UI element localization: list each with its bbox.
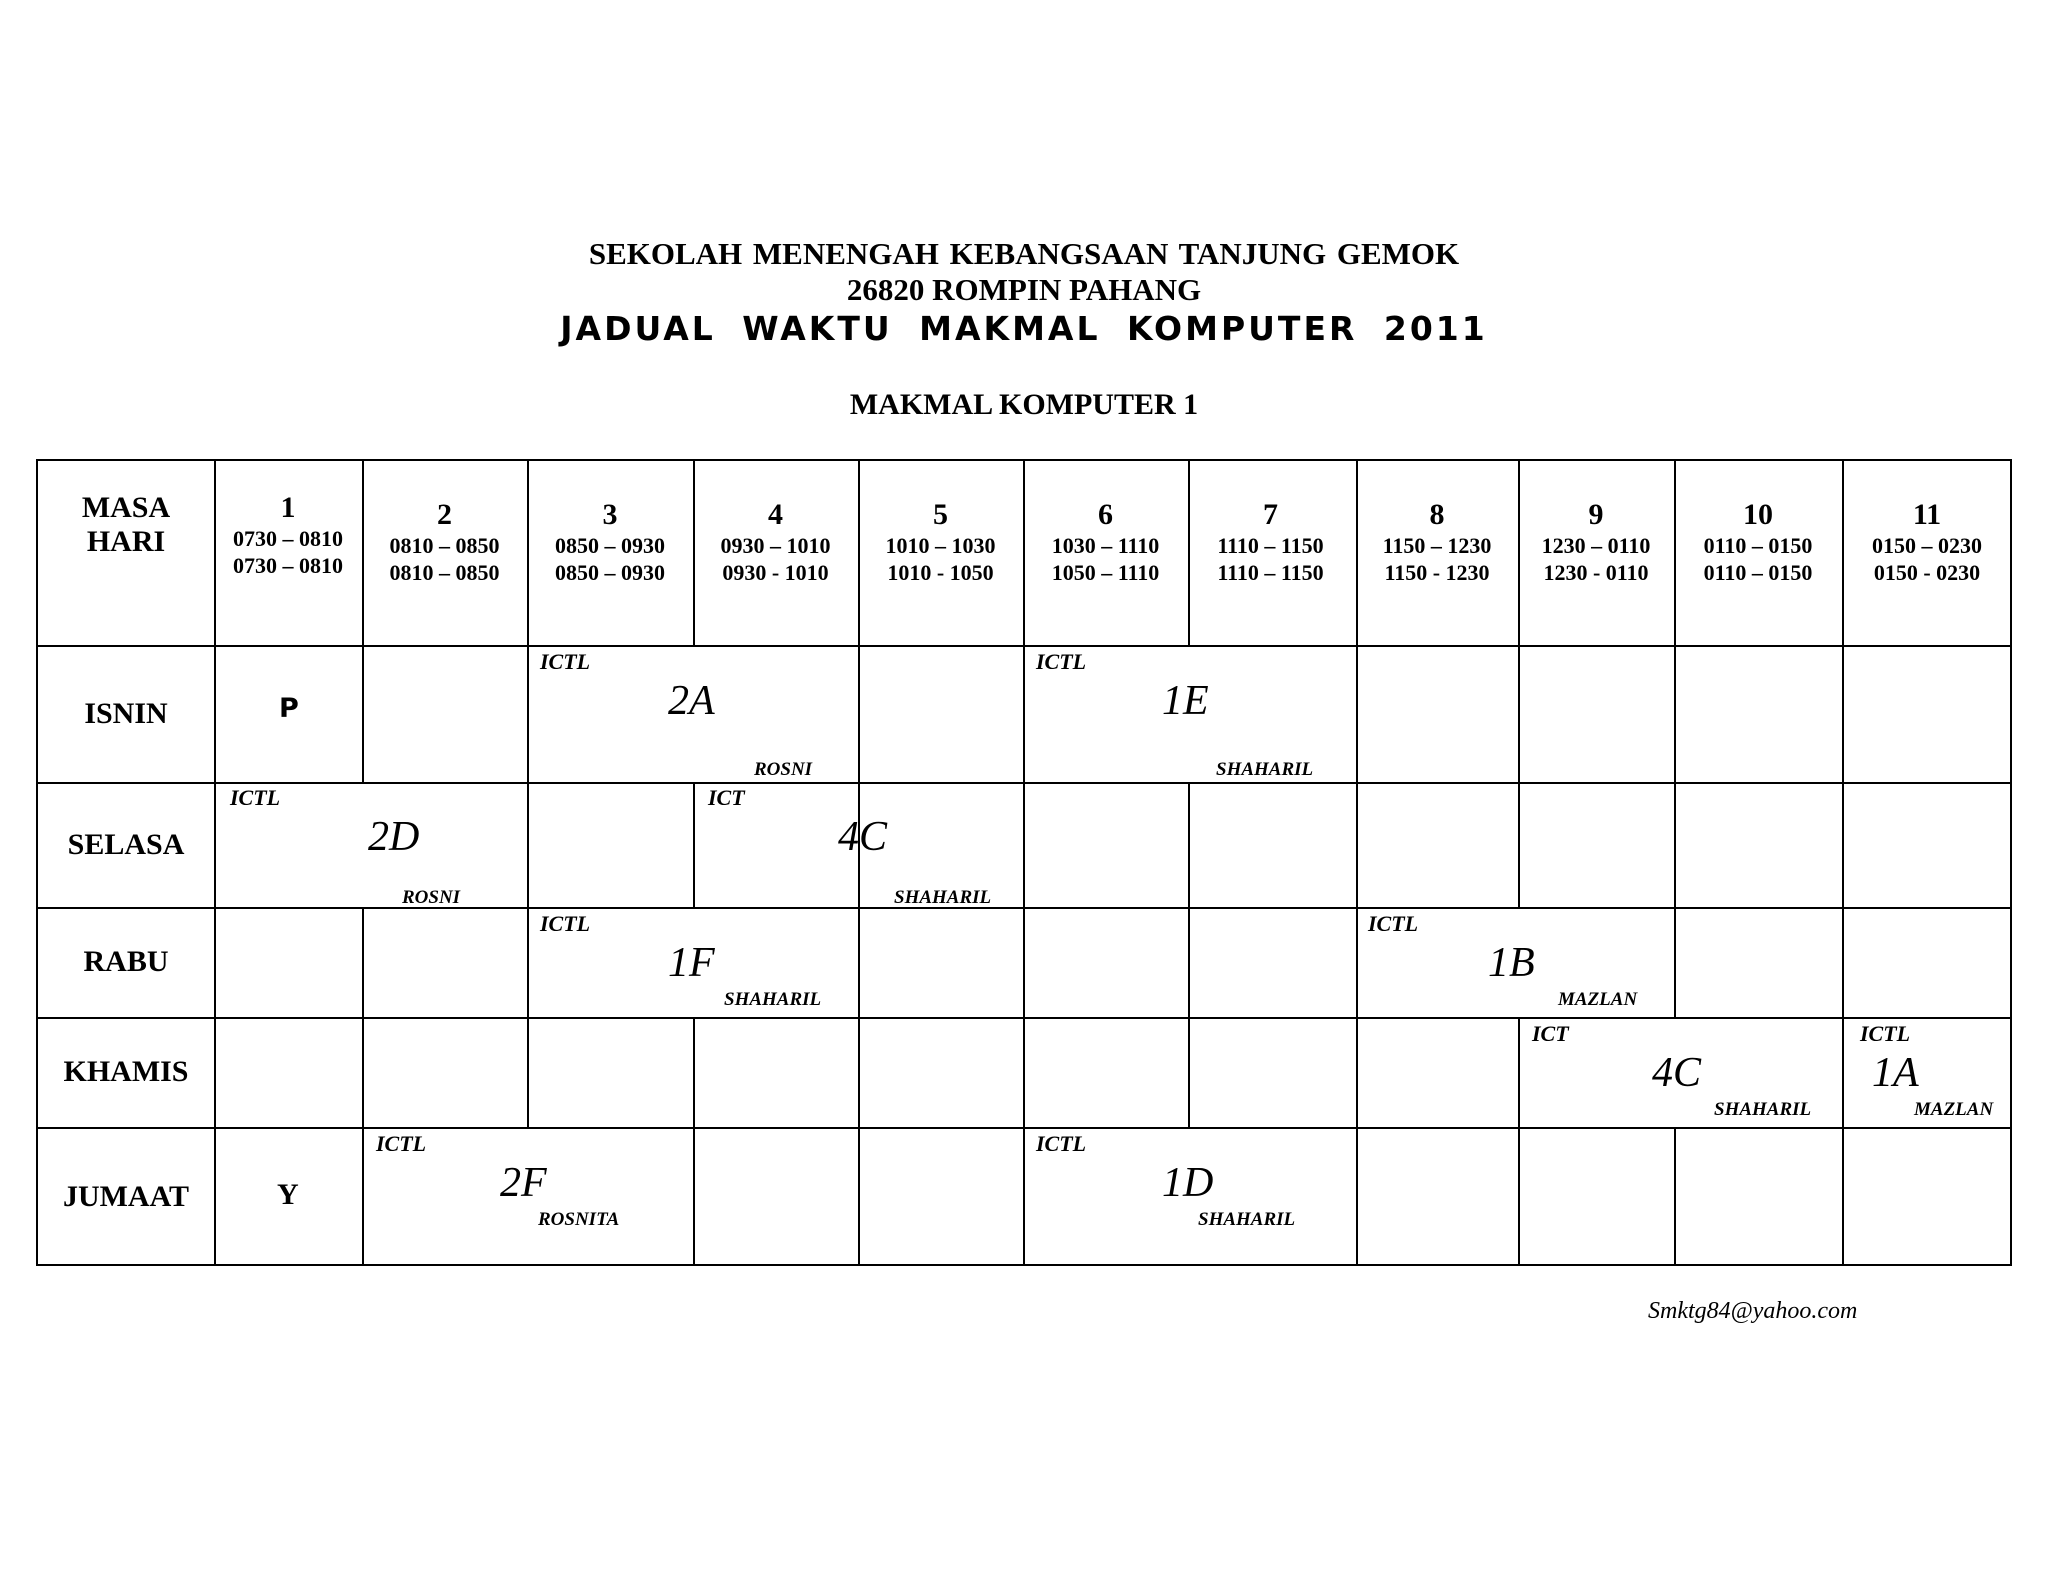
session-subject: ICTL: [376, 1131, 427, 1156]
day-selasa: SELASA: [67, 827, 185, 861]
period-header-7: [1188, 498, 1353, 586]
corner-header: [38, 491, 214, 559]
session-teacher: SHAHARIL: [724, 989, 822, 1010]
session-subject: ICTL: [540, 911, 591, 936]
period-time: 1010 - 1050: [887, 560, 994, 585]
session-subject: ICTL: [230, 785, 281, 810]
period-time: 0850 – 0930: [555, 560, 665, 585]
period-time: 0930 - 1010: [722, 560, 829, 585]
period-number: 11: [1912, 498, 1942, 531]
day-khamis: KHAMIS: [63, 1055, 189, 1088]
period-time: 0150 - 0230: [1873, 560, 1981, 585]
period-number: 7: [1263, 498, 1278, 531]
period-number: 6: [1098, 498, 1113, 531]
period-number: 5: [933, 498, 948, 531]
period-time: 1030 – 1110: [1051, 533, 1160, 558]
session-class: 2D: [368, 814, 420, 860]
col-divider: [527, 1017, 529, 1127]
row-divider: [38, 782, 2012, 784]
session-teacher: SHAHARIL: [894, 887, 992, 908]
session-subject: ICTL: [540, 649, 591, 674]
period-number: 8: [1429, 498, 1445, 531]
mark-p: P: [279, 693, 299, 724]
row-divider: [38, 907, 2012, 909]
period-time: 1110 – 1150: [1217, 533, 1324, 558]
col-divider: [1674, 1127, 1676, 1266]
session-subject: ICT: [1532, 1021, 1569, 1046]
lab-name: MAKMAL KOMPUTER 1: [849, 388, 1199, 421]
row-divider: [38, 1127, 2012, 1129]
period-header-9: [1518, 498, 1674, 586]
day-isnin: ISNIN: [84, 696, 168, 730]
session-subject: ICTL: [1036, 649, 1087, 674]
period-header-10: [1674, 498, 1842, 586]
period-header-2: [362, 498, 527, 586]
period-time: 1230 – 0110: [1541, 533, 1651, 558]
session-teacher: ROSNI: [402, 887, 461, 908]
period-time: 0810 – 0850: [389, 560, 500, 585]
session-subject: ICTL: [1036, 1131, 1087, 1156]
col-divider: [362, 907, 364, 1266]
period-number: 3: [602, 498, 618, 531]
period-number: 4: [768, 498, 783, 531]
session-subject: ICT: [708, 785, 745, 810]
session-class: 1E: [1162, 678, 1209, 724]
period-header-3: [527, 498, 693, 586]
period-time: 1150 – 1230: [1382, 533, 1492, 558]
col-divider: [693, 782, 695, 907]
period-number: 9: [1588, 498, 1604, 531]
mark-y: Y: [277, 1178, 299, 1211]
session-class: 4C: [838, 814, 888, 860]
footer-email: Smktg84@yahoo.com: [1648, 1298, 1858, 1324]
period-time: 0150 – 0230: [1872, 533, 1982, 558]
col-divider: [693, 1017, 695, 1266]
session-teacher: SHAHARIL: [1216, 759, 1314, 780]
period-time: 0730 – 0810: [233, 526, 343, 551]
period-number: 2: [437, 498, 452, 531]
day-rabu: RABU: [83, 945, 169, 978]
session-class: 1B: [1488, 940, 1535, 986]
period-header-1: [214, 491, 362, 579]
masa-label: MASA: [81, 491, 171, 524]
session-teacher: SHAHARIL: [1714, 1099, 1812, 1120]
col-divider: [1518, 1017, 1520, 1266]
period-time: 0110 – 0150: [1703, 533, 1813, 558]
period-time: 0110 – 0150: [1703, 560, 1813, 585]
period-number: 10: [1743, 498, 1773, 531]
session-subject: ICTL: [1368, 911, 1419, 936]
period-time: 0730 – 0810: [233, 553, 343, 578]
row-divider: [38, 1017, 2012, 1019]
school-address: 26820 ROMPIN PAHANG: [846, 272, 1202, 307]
session-subject: ICTL: [1860, 1021, 1911, 1046]
col-divider: [1188, 782, 1190, 1127]
period-time: 1150 - 1230: [1384, 560, 1490, 585]
day-jumaat: JUMAAT: [62, 1179, 190, 1213]
hari-label: HARI: [86, 525, 166, 558]
period-time: 0850 – 0930: [555, 533, 665, 558]
period-number: 1: [280, 491, 296, 524]
period-time: 1110 – 1150: [1217, 560, 1324, 585]
period-header-8: [1356, 498, 1518, 586]
period-time: 1230 - 0110: [1543, 560, 1649, 585]
session-class: 4C: [1652, 1050, 1702, 1096]
period-header-6: [1023, 498, 1188, 586]
session-class: 2F: [500, 1160, 547, 1206]
session-teacher: SHAHARIL: [1198, 1209, 1296, 1230]
period-header-4: [693, 498, 858, 586]
session-teacher: ROSNITA: [538, 1209, 620, 1230]
page-title: JADUAL WAKTU MAKMAL KOMPUTER 2011: [560, 309, 1488, 348]
timetable: [36, 459, 2012, 1266]
school-name: SEKOLAH MENENGAH KEBANGSAAN TANJUNG GEMOK: [588, 236, 1460, 271]
col-divider: [214, 461, 216, 1266]
period-header-5: [858, 498, 1023, 586]
session-teacher: MAZLAN: [1914, 1099, 1994, 1120]
period-time: 1010 – 1030: [885, 533, 996, 558]
period-time: 1050 – 1110: [1051, 560, 1160, 585]
period-time: 0930 – 1010: [720, 533, 831, 558]
period-time: 0810 – 0850: [389, 533, 500, 558]
session-class: 1D: [1162, 1160, 1214, 1206]
session-class: 1F: [668, 940, 715, 986]
row-divider: [38, 645, 2012, 647]
session-teacher: MAZLAN: [1558, 989, 1638, 1010]
session-teacher: ROSNI: [754, 759, 813, 780]
session-class: 2A: [668, 678, 715, 724]
session-class: 1A: [1872, 1050, 1919, 1096]
period-header-11: [1842, 498, 2012, 586]
